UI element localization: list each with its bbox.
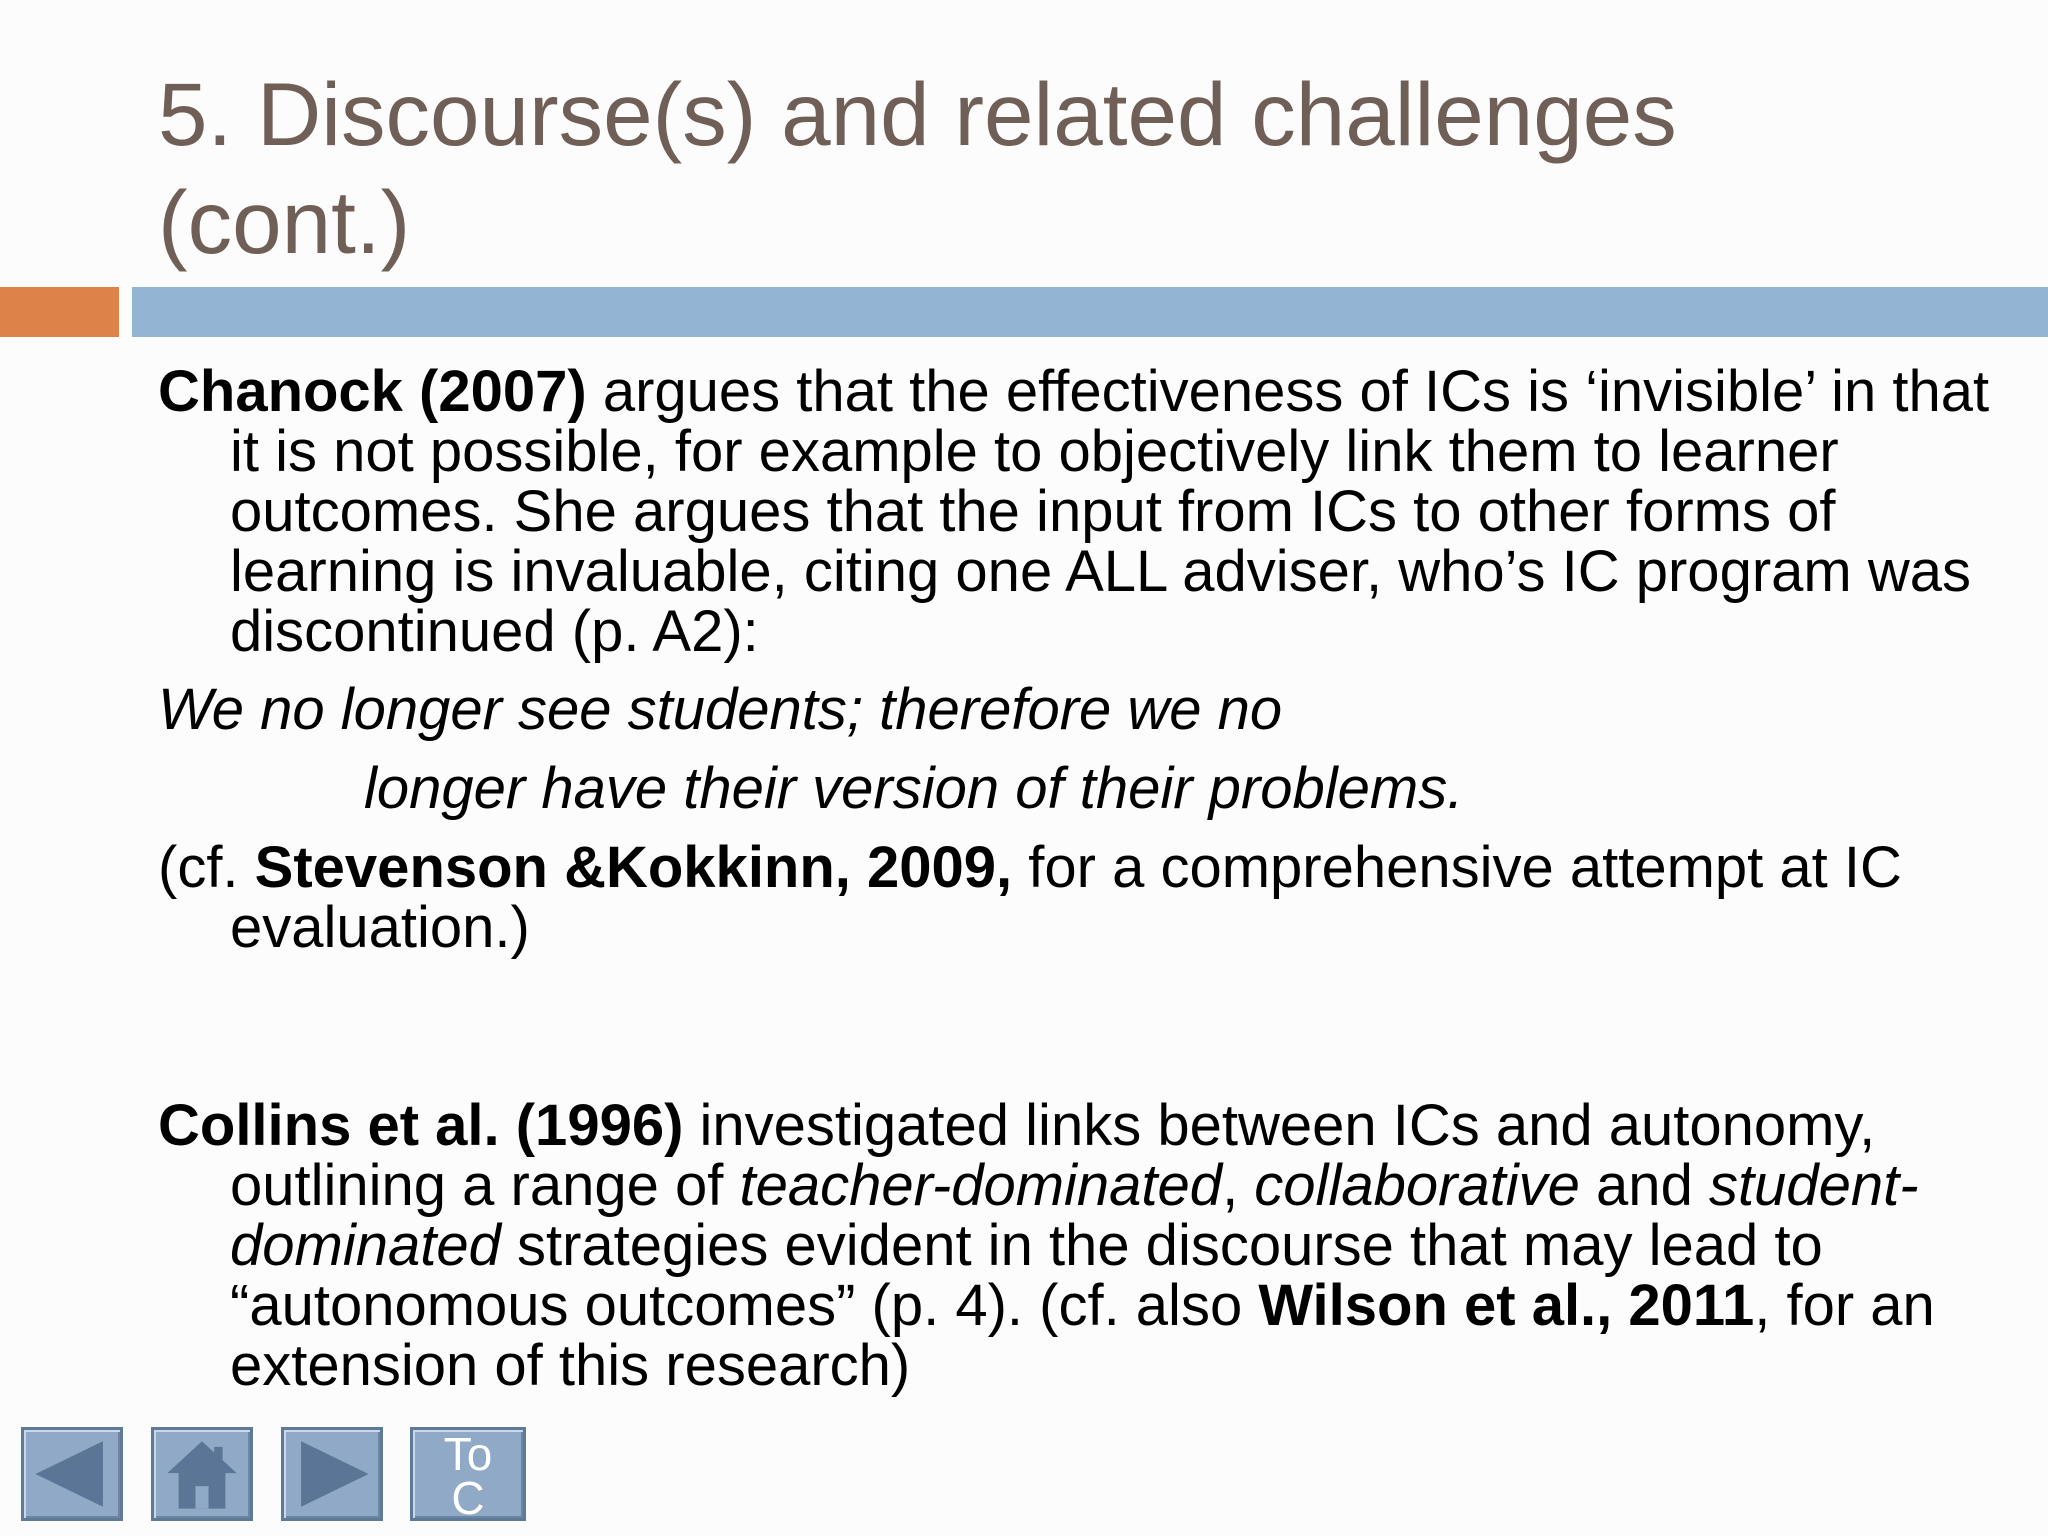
paragraph-stevenson [158, 835, 1998, 960]
triangle-right-icon [284, 1430, 380, 1518]
toc-label-line1: To [443, 1428, 493, 1480]
term-collaborative: collaborative [1254, 1153, 1580, 1218]
citation-chanock: Chanock (2007) [158, 359, 587, 424]
table-of-contents-button[interactable] [410, 1427, 526, 1524]
slide-title-line2: (cont.) [158, 172, 411, 272]
paragraph-stevenson-prefix: (cf. [158, 835, 255, 900]
slide-title-line1: 5. Discourse(s) and related challenges [158, 64, 1677, 164]
quote-line1: We no longer see students; therefore we no [158, 677, 1283, 742]
paragraph-collins-text-1: investigated links between ICs and autonomy, outlining a range of [230, 1093, 1876, 1218]
next-slide-button[interactable] [281, 1427, 383, 1521]
paragraph-collins-text-3: and [1579, 1153, 1709, 1218]
paragraph-collins-text-2: , [1222, 1153, 1255, 1218]
toc-label-line2: C [451, 1472, 485, 1524]
slide-title [158, 60, 1758, 276]
citation-wilson: Wilson et al., 2011 [1258, 1273, 1755, 1338]
paragraph-collins-text-5: , for an extension of this research) [230, 1273, 1935, 1398]
home-icon [154, 1430, 250, 1518]
paragraph-collins-text-4: strategies evident in the discourse that may lead to “autonomous outcomes” (p. 4). (cf. also [230, 1213, 1823, 1338]
paragraph-stevenson-text: for a comprehensive attempt at IC evaluation.) [230, 835, 1902, 960]
home-button[interactable] [151, 1427, 253, 1521]
title-accent-bar-orange [0, 287, 119, 337]
quote-line2: longer have their version of their problems. [364, 756, 1464, 821]
title-accent-bar-blue [132, 287, 2048, 337]
slide-body [158, 359, 1998, 1398]
paragraph-chanock-text: argues that the effectiveness of ICs is ‘invisible’ in that it is not possible, for example to objectively link them to learner outcomes. She argues that the input from ICs to other forms of learning is invaluable, citing one ALL adviser, who’s IC program was discontinued (p. A2): [230, 359, 1990, 664]
paragraph-chanock [158, 359, 1998, 664]
previous-slide-button[interactable] [21, 1427, 123, 1521]
paragraph-collins [158, 1093, 1998, 1398]
citation-stevenson: Stevenson &Kokkinn, 2009, [254, 835, 1013, 900]
term-teacher-dominated: teacher-dominated [739, 1153, 1223, 1218]
triangle-left-icon [24, 1430, 120, 1518]
citation-collins: Collins et al. (1996) [158, 1093, 684, 1158]
term-student-dominated: student-dominated [230, 1153, 1919, 1278]
